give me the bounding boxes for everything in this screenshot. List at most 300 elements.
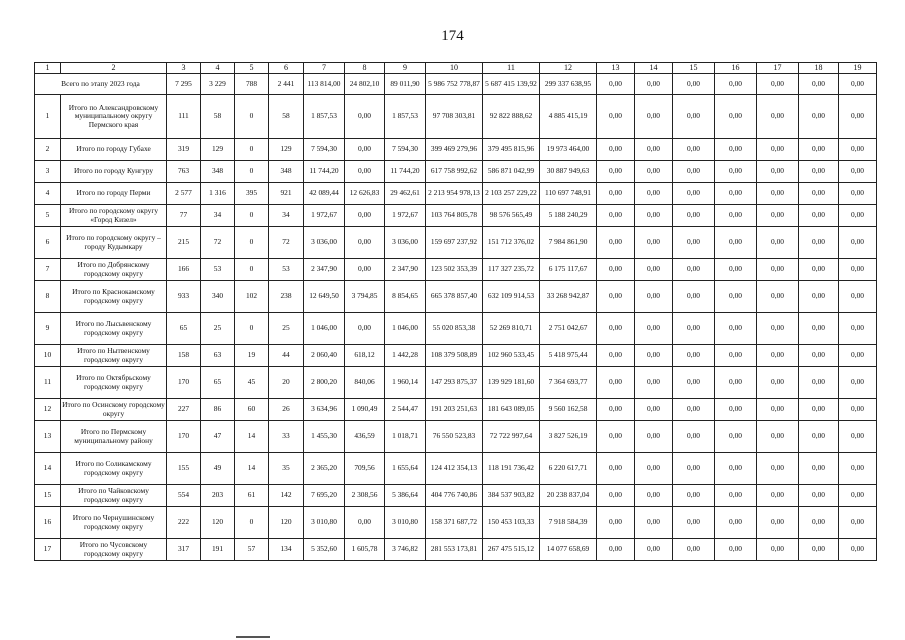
table-cell: 0,00 [635,453,673,485]
table-cell: 14 [235,421,269,453]
row-number: 9 [35,313,61,345]
row-number: 4 [35,183,61,205]
table-cell: 2 060,40 [304,345,345,367]
table-cell: 0,00 [757,421,799,453]
table-cell: 19 973 464,00 [540,139,597,161]
column-header: 5 [235,63,269,74]
table-cell: 110 697 748,91 [540,183,597,205]
table-cell: 0,00 [839,485,877,507]
table-cell: 0,00 [799,485,839,507]
table-cell: 2 308,56 [345,485,385,507]
table-cell: 0,00 [673,281,715,313]
table-cell: 379 495 815,96 [483,139,540,161]
column-header: 7 [304,63,345,74]
table-cell: 1 018,71 [385,421,426,453]
table-cell: 3 827 526,19 [540,421,597,453]
column-header: 1 [35,63,61,74]
table-cell: 0,00 [345,313,385,345]
table-cell: 118 191 736,42 [483,453,540,485]
column-header: 9 [385,63,426,74]
table-cell: 0,00 [757,345,799,367]
table-cell: 0,00 [839,367,877,399]
table-cell: 102 960 533,45 [483,345,540,367]
table-cell: 1 046,00 [385,313,426,345]
table-cell: 0,00 [673,95,715,139]
table-cell: 0,00 [839,205,877,227]
table-cell: 0,00 [757,259,799,281]
table-cell: 267 475 515,12 [483,539,540,561]
table-cell: 33 [269,421,304,453]
table-cell: 0,00 [635,183,673,205]
table-cell: 61 [235,485,269,507]
table-cell: 0,00 [799,539,839,561]
table-cell: 0,00 [757,205,799,227]
table-cell: 3 010,80 [385,507,426,539]
table-row [35,227,877,259]
table-cell: 1 090,49 [345,399,385,421]
table-cell: 3 036,00 [304,227,345,259]
table-cell: 0,00 [839,161,877,183]
table-cell: 7 364 693,77 [540,367,597,399]
table-cell: 0,00 [799,367,839,399]
table-cell: 191 [201,539,235,561]
table-cell: 98 576 565,49 [483,205,540,227]
table-cell: 0,00 [635,485,673,507]
table-cell: 25 [269,313,304,345]
table-cell: 399 469 279,96 [426,139,483,161]
table-cell: 123 502 353,39 [426,259,483,281]
table-cell: 222 [167,507,201,539]
table-cell: 0,00 [799,421,839,453]
table-cell: 0,00 [597,95,635,139]
row-name: Итого по Соликамскому городскому округу [61,453,167,485]
table-row [35,421,877,453]
row-number: 10 [35,345,61,367]
table-cell: 7 984 861,90 [540,227,597,259]
table-cell: 0,00 [597,313,635,345]
total-cell: 7 295 [167,74,201,95]
table-cell: 0,00 [799,453,839,485]
table-cell: 317 [167,539,201,561]
table-cell: 238 [269,281,304,313]
total-row [35,74,877,95]
table-cell: 0,00 [839,453,877,485]
table-body [35,74,877,561]
table-cell: 0 [235,507,269,539]
table-row [35,281,877,313]
table-cell: 933 [167,281,201,313]
table-cell: 0,00 [673,161,715,183]
table-cell: 0,00 [715,281,757,313]
table-cell: 6 220 617,71 [540,453,597,485]
table-cell: 0,00 [715,227,757,259]
table-cell: 0,00 [757,183,799,205]
table-cell: 53 [269,259,304,281]
table-cell: 2 577 [167,183,201,205]
table-cell: 0,00 [635,313,673,345]
table-row [35,161,877,183]
table-cell: 30 887 949,63 [540,161,597,183]
table-cell: 840,06 [345,367,385,399]
column-header: 16 [715,63,757,74]
table-cell: 0,00 [597,139,635,161]
table-row [35,453,877,485]
table-cell: 42 089,44 [304,183,345,205]
table-cell: 3 794,85 [345,281,385,313]
row-number: 11 [35,367,61,399]
table-cell: 20 238 837,04 [540,485,597,507]
table-row [35,183,877,205]
table-cell: 151 712 376,02 [483,227,540,259]
table-cell: 0,00 [715,183,757,205]
table-cell: 1 655,64 [385,453,426,485]
total-cell: 0,00 [673,74,715,95]
table-cell: 0,00 [715,367,757,399]
table-cell: 3 010,80 [304,507,345,539]
table-cell: 0 [235,95,269,139]
table-cell: 0,00 [839,95,877,139]
table-cell: 1 605,78 [345,539,385,561]
table-cell: 0,00 [673,539,715,561]
table-cell: 11 744,20 [385,161,426,183]
column-header: 17 [757,63,799,74]
table-cell: 0 [235,205,269,227]
table-cell: 53 [201,259,235,281]
column-header: 11 [483,63,540,74]
table-cell: 0,00 [839,421,877,453]
row-number: 2 [35,139,61,161]
table-cell: 0,00 [715,259,757,281]
table-cell: 147 293 875,37 [426,367,483,399]
row-number: 15 [35,485,61,507]
table-cell: 0,00 [715,313,757,345]
table-cell: 632 109 914,53 [483,281,540,313]
table-cell: 1 046,00 [304,313,345,345]
table-cell: 1 316 [201,183,235,205]
row-number: 7 [35,259,61,281]
table-cell: 0,00 [839,345,877,367]
table-cell: 665 378 857,40 [426,281,483,313]
total-label: Всего по этапу 2023 года [35,74,167,95]
table-cell: 617 758 992,62 [426,161,483,183]
row-name: Итого по Октябрьскому городскому округу [61,367,167,399]
table-cell: 0,00 [597,227,635,259]
table-cell: 0,00 [345,205,385,227]
table-cell: 2 103 257 229,22 [483,183,540,205]
table-cell: 0,00 [799,507,839,539]
table-cell: 0,00 [673,453,715,485]
table-cell: 57 [235,539,269,561]
table-cell: 103 764 805,78 [426,205,483,227]
table-cell: 0,00 [597,485,635,507]
table-cell: 348 [201,161,235,183]
table-cell: 0,00 [597,399,635,421]
table-row [35,259,877,281]
row-number: 16 [35,507,61,539]
table-cell: 0,00 [839,259,877,281]
column-header: 18 [799,63,839,74]
table-cell: 129 [269,139,304,161]
column-header: 15 [673,63,715,74]
table-cell: 395 [235,183,269,205]
total-cell: 0,00 [635,74,673,95]
table-cell: 0,00 [635,95,673,139]
row-number: 13 [35,421,61,453]
table-cell: 0,00 [673,205,715,227]
table-cell: 2 544,47 [385,399,426,421]
table-cell: 0,00 [673,259,715,281]
bottom-mark [236,636,270,638]
row-number: 8 [35,281,61,313]
table-cell: 102 [235,281,269,313]
total-cell: 0,00 [799,74,839,95]
table-row [35,399,877,421]
table-cell: 20 [269,367,304,399]
table-cell: 191 203 251,63 [426,399,483,421]
table-cell: 319 [167,139,201,161]
table-cell: 4 885 415,19 [540,95,597,139]
table-cell: 0,00 [799,161,839,183]
table-cell: 1 972,67 [385,205,426,227]
table-cell: 111 [167,95,201,139]
row-name: Итого по городу Губахе [61,139,167,161]
table-cell: 35 [269,453,304,485]
table-cell: 0,00 [345,161,385,183]
table-cell: 0,00 [597,507,635,539]
table-cell: 0,00 [635,399,673,421]
table-cell: 34 [201,205,235,227]
table-row [35,345,877,367]
table-cell: 72 722 997,64 [483,421,540,453]
table-cell: 0,00 [597,367,635,399]
table-cell: 0,00 [839,183,877,205]
column-header: 12 [540,63,597,74]
table-cell: 170 [167,421,201,453]
table-cell: 0,00 [635,367,673,399]
table-cell: 120 [269,507,304,539]
table-cell: 0,00 [839,139,877,161]
table-cell: 44 [269,345,304,367]
table-cell: 45 [235,367,269,399]
table-cell: 0,00 [799,345,839,367]
table-cell: 5 386,64 [385,485,426,507]
table-cell: 58 [201,95,235,139]
table-cell: 1 455,30 [304,421,345,453]
row-name: Итого по городу Перми [61,183,167,205]
table-cell: 26 [269,399,304,421]
table-cell: 0,00 [839,507,877,539]
table-header [35,63,877,74]
table-cell: 0,00 [757,485,799,507]
table-cell: 92 822 888,62 [483,95,540,139]
table-cell: 6 175 117,67 [540,259,597,281]
table-cell: 12 626,83 [345,183,385,205]
table-cell: 0,00 [673,485,715,507]
table-cell: 554 [167,485,201,507]
table-cell: 586 871 042,99 [483,161,540,183]
table-cell: 11 744,20 [304,161,345,183]
table-row [35,367,877,399]
table-cell: 2 213 954 978,13 [426,183,483,205]
table-cell: 0,00 [673,183,715,205]
total-cell: 5 687 415 139,92 [483,74,540,95]
table-cell: 1 972,67 [304,205,345,227]
table-cell: 0,00 [635,345,673,367]
total-cell: 0,00 [839,74,877,95]
table-cell: 0,00 [799,139,839,161]
table-cell: 129 [201,139,235,161]
total-cell: 5 986 752 778,87 [426,74,483,95]
table-cell: 25 [201,313,235,345]
table-row [35,539,877,561]
row-name: Итого по Нытвенскому городскому округу [61,345,167,367]
table-cell: 0,00 [597,281,635,313]
table-cell: 0,00 [757,539,799,561]
table-cell: 0,00 [673,227,715,259]
table-cell: 0,00 [673,313,715,345]
row-name: Итого по Краснокамскому городскому округу [61,281,167,313]
table-row [35,205,877,227]
table-cell: 0,00 [345,227,385,259]
table-cell: 215 [167,227,201,259]
table-cell: 181 643 089,05 [483,399,540,421]
table-cell: 0 [235,227,269,259]
table-cell: 29 462,61 [385,183,426,205]
table-cell: 0 [235,313,269,345]
row-number: 5 [35,205,61,227]
table-cell: 0,00 [715,161,757,183]
table-cell: 2 365,20 [304,453,345,485]
table-cell: 86 [201,399,235,421]
table-cell: 0,00 [673,139,715,161]
table-cell: 47 [201,421,235,453]
table-cell: 12 649,50 [304,281,345,313]
table-cell: 0,00 [597,539,635,561]
table-cell: 921 [269,183,304,205]
row-number: 6 [35,227,61,259]
table-cell: 5 188 240,29 [540,205,597,227]
table-row [35,313,877,345]
table-cell: 281 553 173,81 [426,539,483,561]
table-cell: 0,00 [673,507,715,539]
table-cell: 0,00 [757,139,799,161]
table-cell: 0 [235,139,269,161]
table-cell: 0,00 [799,281,839,313]
column-header: 2 [61,63,167,74]
table-cell: 0,00 [635,281,673,313]
column-header: 13 [597,63,635,74]
table-cell: 0,00 [839,399,877,421]
table-cell: 0,00 [757,161,799,183]
table-row [35,485,877,507]
table-cell: 0,00 [715,485,757,507]
table-cell: 0,00 [597,205,635,227]
table-cell: 72 [201,227,235,259]
column-header: 14 [635,63,673,74]
table-cell: 2 800,20 [304,367,345,399]
table-cell: 1 442,28 [385,345,426,367]
table-cell: 203 [201,485,235,507]
table-cell: 7 695,20 [304,485,345,507]
table-cell: 0,00 [635,259,673,281]
table-cell: 97 708 303,81 [426,95,483,139]
total-cell: 24 802,10 [345,74,385,95]
table-cell: 120 [201,507,235,539]
table-cell: 49 [201,453,235,485]
table-cell: 58 [269,95,304,139]
table-cell: 7 594,30 [385,139,426,161]
total-cell: 0,00 [757,74,799,95]
table-cell: 0,00 [715,205,757,227]
total-cell: 788 [235,74,269,95]
table-cell: 0,00 [597,421,635,453]
table-cell: 0,00 [757,281,799,313]
table-cell: 0,00 [715,539,757,561]
total-cell: 0,00 [597,74,635,95]
table-cell: 0,00 [673,345,715,367]
table-cell: 33 268 942,87 [540,281,597,313]
table-cell: 348 [269,161,304,183]
table-cell: 5 352,60 [304,539,345,561]
table-cell: 9 560 162,58 [540,399,597,421]
total-cell: 89 011,90 [385,74,426,95]
table-cell: 0,00 [673,367,715,399]
table-cell: 0,00 [715,507,757,539]
table-cell: 0,00 [635,205,673,227]
table-cell: 0,00 [715,345,757,367]
table-cell: 150 453 103,33 [483,507,540,539]
row-name: Итого по Чайковскому городскому округу [61,485,167,507]
column-header: 8 [345,63,385,74]
row-name: Итого по городскому округу – городу Кудымкару [61,227,167,259]
table-cell: 159 697 237,92 [426,227,483,259]
table-cell: 0,00 [345,139,385,161]
table-cell: 709,56 [345,453,385,485]
total-cell: 0,00 [715,74,757,95]
row-name: Итого по Чернушинскому городскому округу [61,507,167,539]
table-cell: 142 [269,485,304,507]
table-cell: 52 269 810,71 [483,313,540,345]
table-cell: 0,00 [715,139,757,161]
table-cell: 0,00 [839,313,877,345]
column-header: 4 [201,63,235,74]
table-cell: 0,00 [757,507,799,539]
table-cell: 158 371 687,72 [426,507,483,539]
table-cell: 618,12 [345,345,385,367]
table-cell: 384 537 903,82 [483,485,540,507]
table-cell: 34 [269,205,304,227]
table-cell: 0,00 [757,453,799,485]
table-cell: 0,00 [597,345,635,367]
table-cell: 0,00 [757,313,799,345]
table-cell: 2 751 042,67 [540,313,597,345]
table-cell: 0,00 [839,227,877,259]
table-cell: 14 077 658,69 [540,539,597,561]
table-cell: 0,00 [757,367,799,399]
table-cell: 1 960,14 [385,367,426,399]
table-cell: 0,00 [635,227,673,259]
table-cell: 0,00 [799,183,839,205]
table-cell: 0,00 [597,259,635,281]
row-number: 12 [35,399,61,421]
row-number: 14 [35,453,61,485]
table-cell: 0,00 [799,259,839,281]
table-cell: 139 929 181,60 [483,367,540,399]
table-row [35,139,877,161]
table-row [35,95,877,139]
data-table [34,62,877,561]
table-cell: 2 347,90 [304,259,345,281]
